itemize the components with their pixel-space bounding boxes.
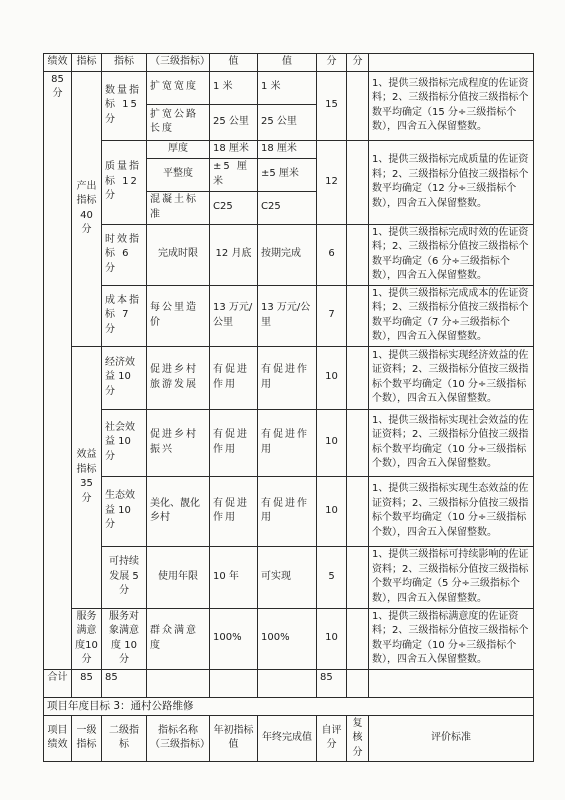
level2-quality: 质量指标 12 分 [102, 140, 147, 224]
performance-table [43, 53, 534, 762]
final-value: 25 公里 [258, 104, 317, 140]
final-value: 可实现 [258, 546, 317, 608]
final-value: 按期完成 [258, 224, 317, 285]
level3-name: 促进乡村振兴 [147, 409, 210, 476]
total-row [44, 669, 534, 697]
level2-timeliness: 时效指标 6 分 [102, 224, 147, 285]
review-score [347, 346, 369, 409]
level3-name: 扩宽公路长度 [147, 104, 210, 140]
review-score [347, 409, 369, 476]
final-value: 有促进作用 [258, 346, 317, 409]
self-score: 15 [317, 71, 347, 140]
header-cell: 年初指标值 [210, 715, 258, 762]
level2-economic: 经济效益 10 分 [102, 346, 147, 409]
total-label: 合计 [44, 669, 72, 697]
total-empty [147, 669, 210, 697]
self-score: 10 [317, 409, 347, 476]
table-row [44, 140, 534, 158]
self-score: 5 [317, 546, 347, 608]
initial-value: 12 月底 [210, 224, 258, 285]
evaluation-standard: 1、提供三级指标实现生态效益的佐证资料；2、三级指标分值按三级指标个数平均确定（10 分÷三级指标个数），四舍五入保留整数。 [369, 476, 534, 546]
initial-value: 25 公里 [210, 104, 258, 140]
level3-name: 美化、靓化乡村 [147, 476, 210, 546]
initial-value: 18 厘米 [210, 140, 258, 158]
table-row [44, 346, 534, 409]
level3-name: 群众满意度 [147, 608, 210, 669]
level3-name: 混凝土标准 [147, 191, 210, 224]
header-cell: （三级指标） [147, 54, 210, 72]
header-cell: 值 [210, 54, 258, 72]
header-cell: 指标 [72, 54, 102, 72]
table-row [44, 476, 534, 546]
evaluation-standard: 1、提供三级指标实现社会效益的佐证资料；2、三级指标分值按三级指标个数平均确定（10 分÷三级指标个数），四舍五入保留整数。 [369, 409, 534, 476]
review-score [347, 608, 369, 669]
review-score [347, 285, 369, 346]
self-score: 7 [317, 285, 347, 346]
evaluation-standard: 1、提供三级指标完成成本的佐证资料；2、三级指标分值按三级指标个数平均确定（7 分÷三级指标个数），四舍五入保留整数。 [369, 285, 534, 346]
header-cell: 一级指标 [72, 715, 102, 762]
final-value: 有促进作用 [258, 409, 317, 476]
initial-value: 有促进作用 [210, 346, 258, 409]
table-row [44, 285, 534, 346]
final-value: 13 万元/公里 [258, 285, 317, 346]
final-value: ±5 厘米 [258, 158, 317, 191]
initial-value: 有促进作用 [210, 476, 258, 546]
evaluation-standard: 1、提供三级指标可持续影响的佐证资料；2、三级指标分值按三级指标个数平均确定（5 分÷三级指标个数），四舍五入保留整数。 [369, 546, 534, 608]
table-row [44, 71, 534, 104]
total-value-1: 85 [72, 669, 102, 697]
review-score [347, 140, 369, 224]
project-goal-row [44, 697, 534, 715]
level3-name: 使用年限 [147, 546, 210, 608]
header-cell: 指标名称（三级指标） [147, 715, 210, 762]
evaluation-standard: 1、提供三级指标实现经济效益的佐证资料；2、三级指标分值按三级指标个数平均确定（10 分÷三级指标个数），四舍五入保留整数。 [369, 346, 534, 409]
level1-benefit: 效益指标35 分 [72, 346, 102, 608]
table-row [44, 409, 534, 476]
level3-name: 厚度 [147, 140, 210, 158]
level3-name: 平整度 [147, 158, 210, 191]
level2-sustainable: 可持续发展 5 分 [102, 546, 147, 608]
table-row [44, 546, 534, 608]
final-value: C25 [258, 191, 317, 224]
level2-ecological: 生态效益 10 分 [102, 476, 147, 546]
level3-name: 扩宽宽度 [147, 71, 210, 104]
header-cell: 复核分 [347, 715, 369, 762]
initial-value: ±5 厘米 [210, 158, 258, 191]
total-empty [258, 669, 317, 697]
header-cell: 评价标准 [369, 715, 534, 762]
initial-value: 100% [210, 608, 258, 669]
initial-value: 1 米 [210, 71, 258, 104]
total-empty [369, 669, 534, 697]
header-cell: 自评分 [317, 715, 347, 762]
review-score [347, 546, 369, 608]
level3-name: 每公里造价 [147, 285, 210, 346]
total-empty [210, 669, 258, 697]
review-score [347, 224, 369, 285]
header-cell: 分 [317, 54, 347, 72]
header-cell: 指标 [102, 54, 147, 72]
level3-name: 促进乡村旅游发展 [147, 346, 210, 409]
level1-satisfaction: 服务满意度10 分 [72, 608, 102, 669]
self-score: 12 [317, 140, 347, 224]
total-empty [347, 669, 369, 697]
self-score: 10 [317, 346, 347, 409]
evaluation-standard: 1、提供三级指标满意度的佐证资料；2、三级指标分值按三级指标个数平均确定（10 分÷三级指标个数），四舍五入保留整数。 [369, 608, 534, 669]
level3-name: 完成时限 [147, 224, 210, 285]
initial-value: C25 [210, 191, 258, 224]
initial-value: 10 年 [210, 546, 258, 608]
project-goal-title: 项目年度目标 3：通村公路维修 [44, 697, 534, 715]
total-self-score: 85 [317, 669, 347, 697]
review-score [347, 71, 369, 140]
header-cell-empty [369, 54, 534, 72]
project-score-cell: 85 分 [44, 71, 72, 669]
header-cell: 绩效 [44, 54, 72, 72]
level2-cost: 成本指标 7 分 [102, 285, 147, 346]
final-value: 100% [258, 608, 317, 669]
final-value: 18 厘米 [258, 140, 317, 158]
level2-service-satisfaction: 服务对象满意度 10 分 [102, 608, 147, 669]
level2-quantity: 数量指标 15 分 [102, 71, 147, 140]
header-cell: 年终完成值 [258, 715, 317, 762]
header-cell: 二级指标 [102, 715, 147, 762]
header-cell: 分 [347, 54, 369, 72]
level1-output: 产出指标40 分 [72, 71, 102, 346]
header-row-top [44, 54, 534, 72]
table-row [44, 608, 534, 669]
self-score: 10 [317, 476, 347, 546]
evaluation-standard: 1、提供三级指标完成时效的佐证资料；2、三级指标分值按三级指标个数平均确定（6 分÷三级指标个数），四舍五入保留整数。 [369, 224, 534, 285]
level2-social: 社会效益 10 分 [102, 409, 147, 476]
review-score [347, 476, 369, 546]
header-row-bottom [44, 715, 534, 762]
initial-value: 有促进作用 [210, 409, 258, 476]
self-score: 6 [317, 224, 347, 285]
evaluation-standard: 1、提供三级指标完成质量的佐证资料；2、三级指标分值按三级指标个数平均确定（12 分÷三级指标个数），四舍五入保留整数。 [369, 140, 534, 224]
initial-value: 13 万元/公里 [210, 285, 258, 346]
final-value: 1 米 [258, 71, 317, 104]
evaluation-standard: 1、提供三级指标完成程度的佐证资料；2、三级指标分值按三级指标个数平均确定（15 分÷三级指标个数），四舍五入保留整数。 [369, 71, 534, 140]
final-value: 有促进作用 [258, 476, 317, 546]
header-cell: 值 [258, 54, 317, 72]
total-value-2: 85 [102, 669, 147, 697]
header-cell: 项目绩效 [44, 715, 72, 762]
self-score: 10 [317, 608, 347, 669]
table-row [44, 224, 534, 285]
